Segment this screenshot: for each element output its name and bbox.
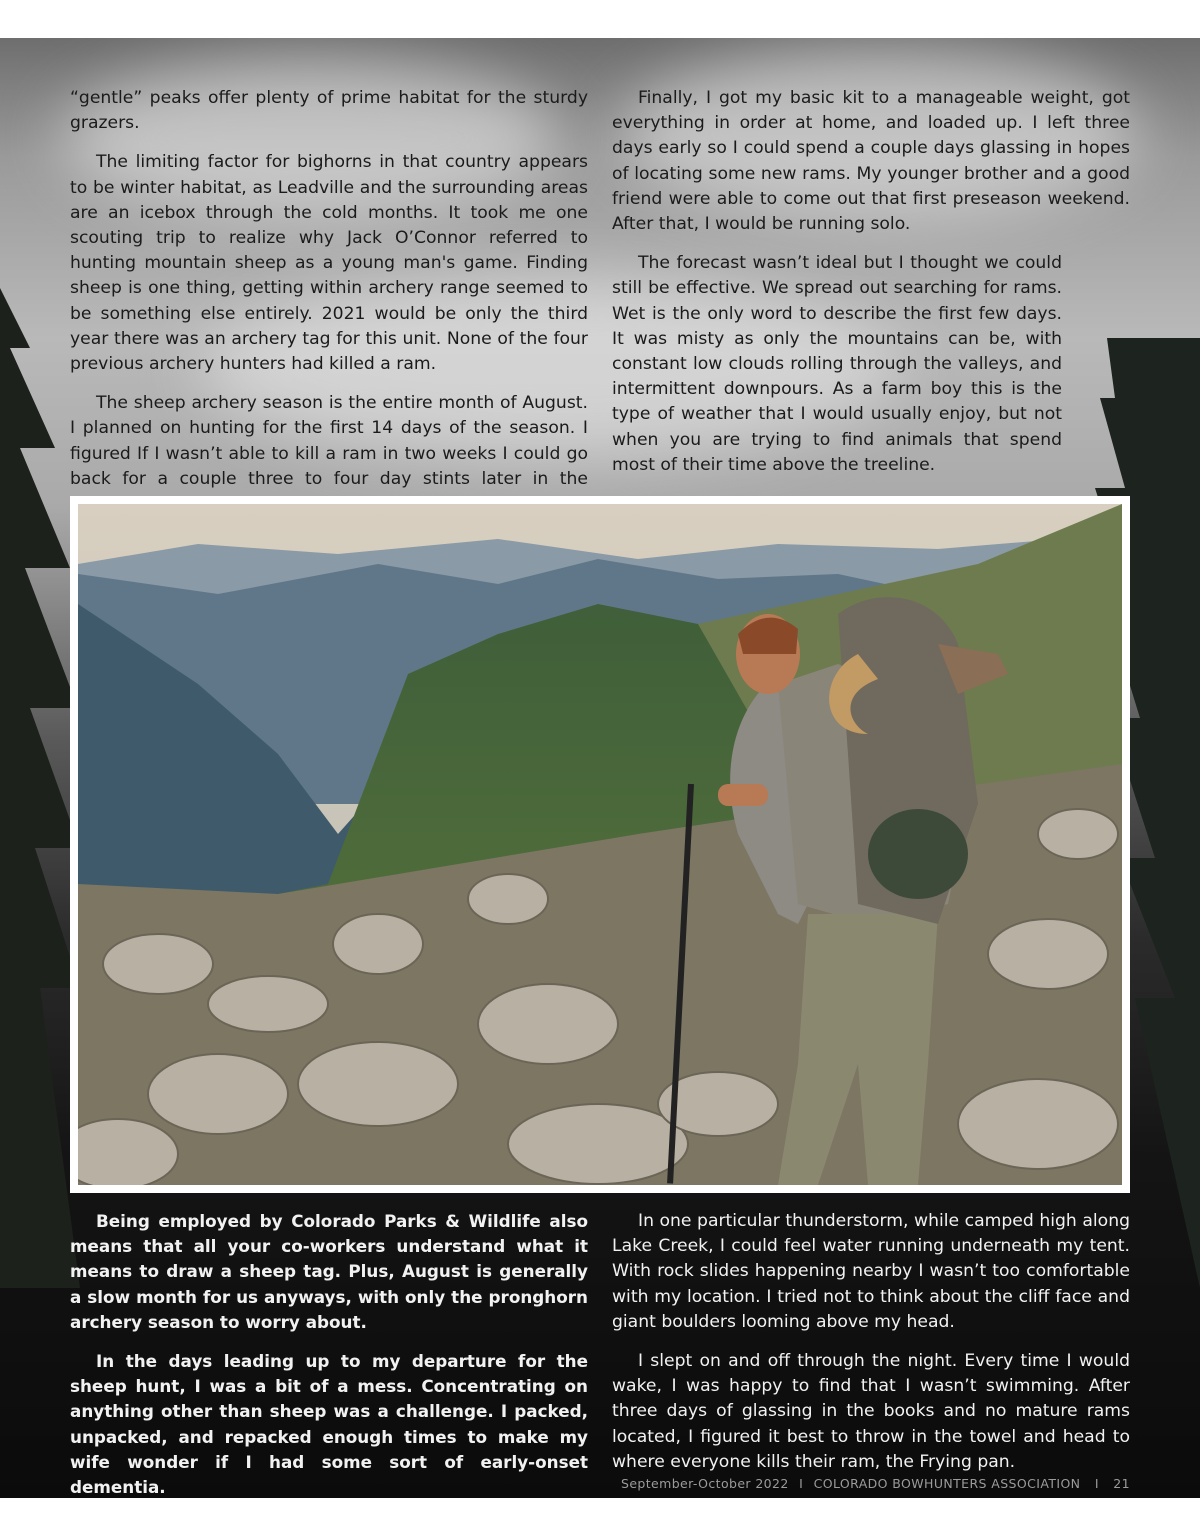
page-number: 21: [1113, 1476, 1130, 1491]
footer-issue: September-October 2022: [620, 1476, 789, 1491]
column-bottom-right: [612, 1209, 1130, 1489]
paragraph: “gentle” peaks offer plenty of prime habitat for the sturdy grazers.: [70, 88, 588, 134]
column-bottom-left: [70, 1209, 588, 1498]
paragraph: In the days leading up to my departure for the sheep hunt, I was a bit of a mess. Concentrating on anything other than sheep was a challenge. I packed, unpacked, and repacked enough times to make my wife wonder if I had some sort of early-onset dementia.: [70, 1351, 588, 1498]
paragraph: The sheep archery season is the entire month of August. I planned on hunting for the first 14 days of the season. I figured If I wasn’t able to kill a ram in two weeks I could go back for a couple three to four day stints later in the: [70, 393, 588, 489]
footer-separator: I: [1094, 1476, 1099, 1491]
page-footer: [620, 1476, 1130, 1491]
footer-publication: COLORADO BOWHUNTERS ASSOCIATION: [813, 1476, 1081, 1491]
pine-tree-left: [0, 288, 80, 1288]
column-top-left: [70, 86, 588, 531]
paragraph: I slept on and off through the night. Every time I would wake, I was happy to find that I wasn’t swimming. After three days of glassing in the books and no mature rams located, I figured it best to throw in the towel and head to where everyone kills their ram, the Frying pan.: [612, 1351, 1130, 1472]
hunter-with-ram-photo: [78, 504, 1122, 1185]
paragraph: Being employed by Colorado Parks & Wildlife also means that all your co-workers understand what it means to draw a sheep tag. Plus, August is generally a slow month for us anyways, with only the pronghorn archery season to worry about.: [70, 1211, 588, 1332]
footer-separator: I: [799, 1476, 804, 1491]
paragraph: The limiting factor for bighorns in that country appears to be winter habitat, as Leadville and the surrounding areas are an icebox through the cold months. It took me one scouting trip to realize why Jack O’Connor referred to hunting mountain sheep as a young man's game. Finding sheep is one thing, getting within archery range seemed to be something else entirely. 2021 would be only the third year there was an archery tag for this unit. None of the four previous archery hunters had killed a ram.: [70, 152, 588, 375]
paragraph: In one particular thunderstorm, while camped high along Lake Creek, I could feel water running underneath my tent. With rock slides happening nearby I wasn’t too comfortable with my location. I tried not to think about the cliff face and giant boulders looming above my head.: [612, 1211, 1130, 1332]
paragraph: Finally, I got my basic kit to a manageable weight, got everything in order at home, and loaded up. I left three days early so I could spend a couple days glassing in hopes of locating some new rams. My younger brother and a good friend were able to come out that first preseason weekend. After that, I would be running solo.: [612, 88, 1130, 235]
hunter-photo-frame: [70, 496, 1130, 1193]
magazine-page: [0, 38, 1200, 1498]
paragraph: The forecast wasn’t ideal but I thought we could still be effective. We spread out searching for rams. Wet is the only word to describe the first few days. It was misty as only the mountains can be, with constant low clouds rolling through the valleys, and intermittent downpours. As a farm boy this is the type of weather that I would usually enjoy, but not when you are trying to find animals that spend most of their time above the treeline.: [612, 253, 1062, 475]
column-top-right: [612, 86, 1130, 492]
